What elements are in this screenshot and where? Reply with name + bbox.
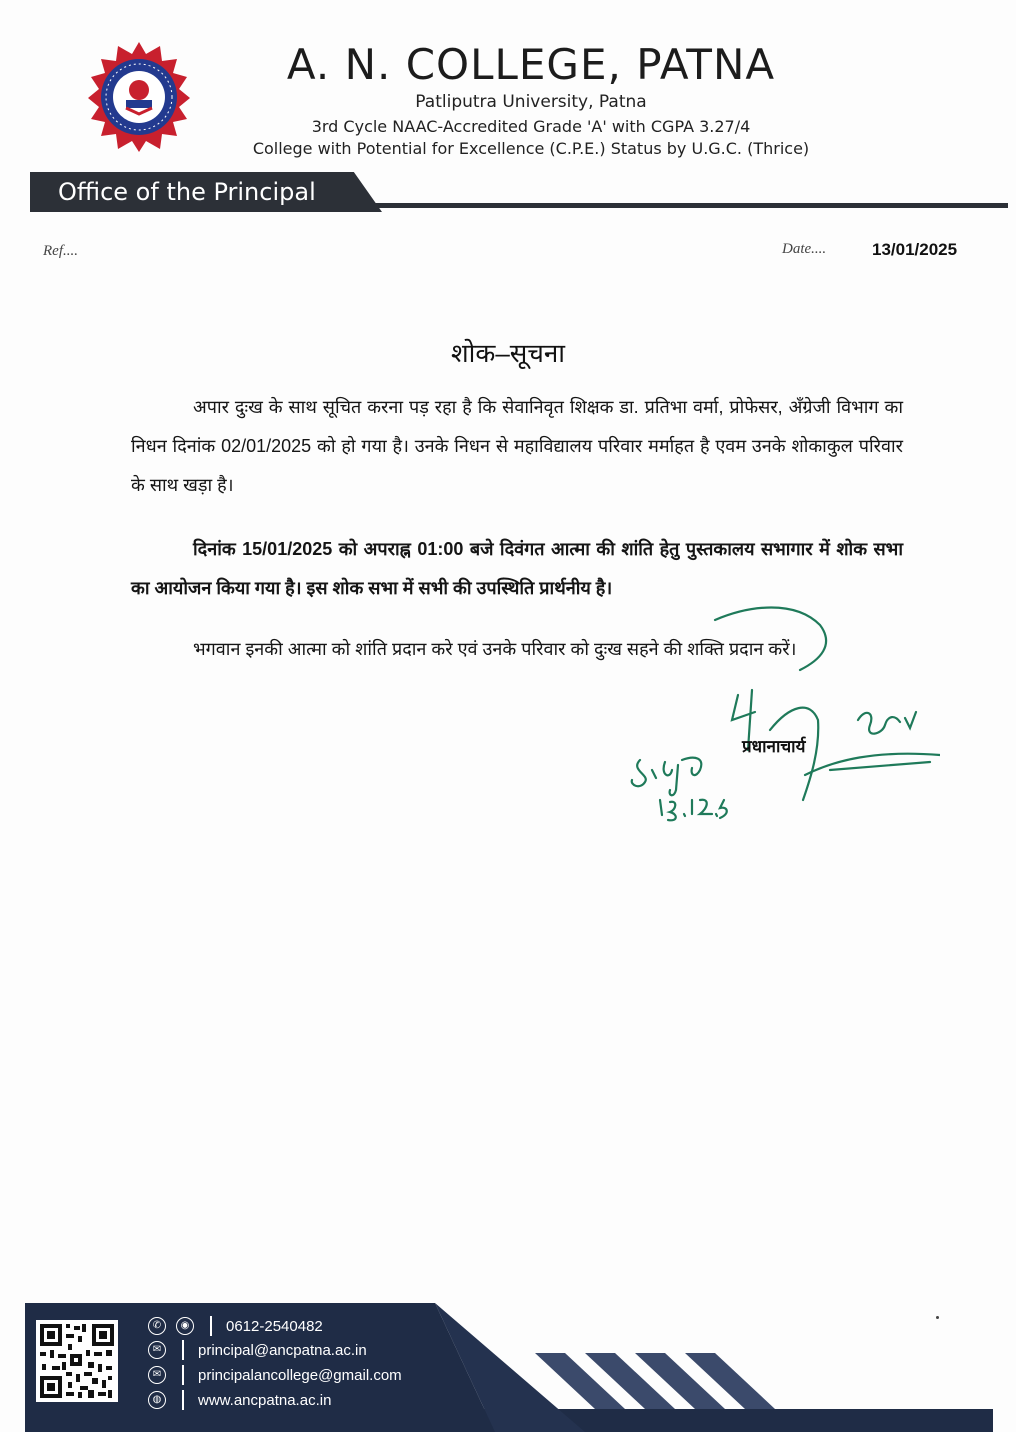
footer-email-2[interactable]: principalancollege@gmail.com <box>198 1366 402 1384</box>
email-icon: ✉ <box>148 1366 166 1384</box>
signature-designation: प्रधानाचार्य <box>742 737 806 756</box>
footer-divider <box>182 1365 184 1385</box>
phone-icon: ✆ <box>148 1317 166 1335</box>
date-value: 13/01/2025 <box>872 240 958 259</box>
office-label: Office of the Principal <box>58 178 316 206</box>
notice-paragraph: भगवान इनकी आत्मा को शांति प्रदान करे एवं उनके परिवार को दुःख सहने की शक्ति प्रदान करें। <box>193 639 797 659</box>
university-name: Patliputra University, Patna <box>415 92 647 112</box>
footer-divider <box>210 1316 212 1336</box>
footer-phone-row <box>148 1315 323 1337</box>
footer-website-row <box>148 1389 331 1411</box>
footer-phone: 0612-2540482 <box>226 1317 323 1335</box>
naac-accreditation: 3rd Cycle NAAC-Accredited Grade 'A' with CGPA 3.27/4 <box>311 117 751 136</box>
college-name: A. N. COLLEGE, PATNA <box>286 40 776 89</box>
stray-mark <box>936 1316 939 1319</box>
qr-code <box>36 1320 118 1402</box>
ref-label: Ref.... <box>43 243 78 259</box>
globe-icon: ◍ <box>148 1391 166 1409</box>
notice-paragraph: अपार दुःख के साथ सूचित करना पड़ रहा है कि सेवानिवृत शिक्षक डा. प्रतिभा वर्मा, प्रोफेसर, अँग्रेजी विभाग का निधन दिनांक 02/01/2025 को हो गया है। उनके निधन से महाविद्यालय परिवार मर्माहत है एवम उनके शोकाकुल परिवार के साथ खड़ा है। <box>131 397 903 495</box>
footer-email-row <box>148 1364 402 1386</box>
footer-divider <box>182 1340 184 1360</box>
footer-divider <box>182 1390 184 1410</box>
whatsapp-icon: ◉ <box>176 1317 194 1335</box>
date-label: Date.... <box>782 241 827 257</box>
footer-website[interactable]: www.ancpatna.ac.in <box>198 1391 332 1409</box>
notice-paragraph: दिनांक 15/01/2025 को अपराह्न 01:00 बजे दिवंगत आत्मा की शांति हेतु पुस्तकालय सभागार में शोक सभा का आयोजन किया गया है। इस शोक सभा में सभी की उपस्थिति प्रार्थनीय है। <box>131 539 903 598</box>
footer-email-1[interactable]: principal@ancpatna.ac.in <box>198 1341 367 1359</box>
handwritten-signature <box>620 600 940 830</box>
college-logo <box>82 40 196 154</box>
cpe-status: College with Potential for Excellence (C.P.E.) Status by U.G.C. (Thrice) <box>252 139 810 158</box>
email-icon: ✉ <box>148 1341 166 1359</box>
footer-email-row <box>148 1339 367 1361</box>
notice-title: शोक–सूचना <box>450 338 566 368</box>
